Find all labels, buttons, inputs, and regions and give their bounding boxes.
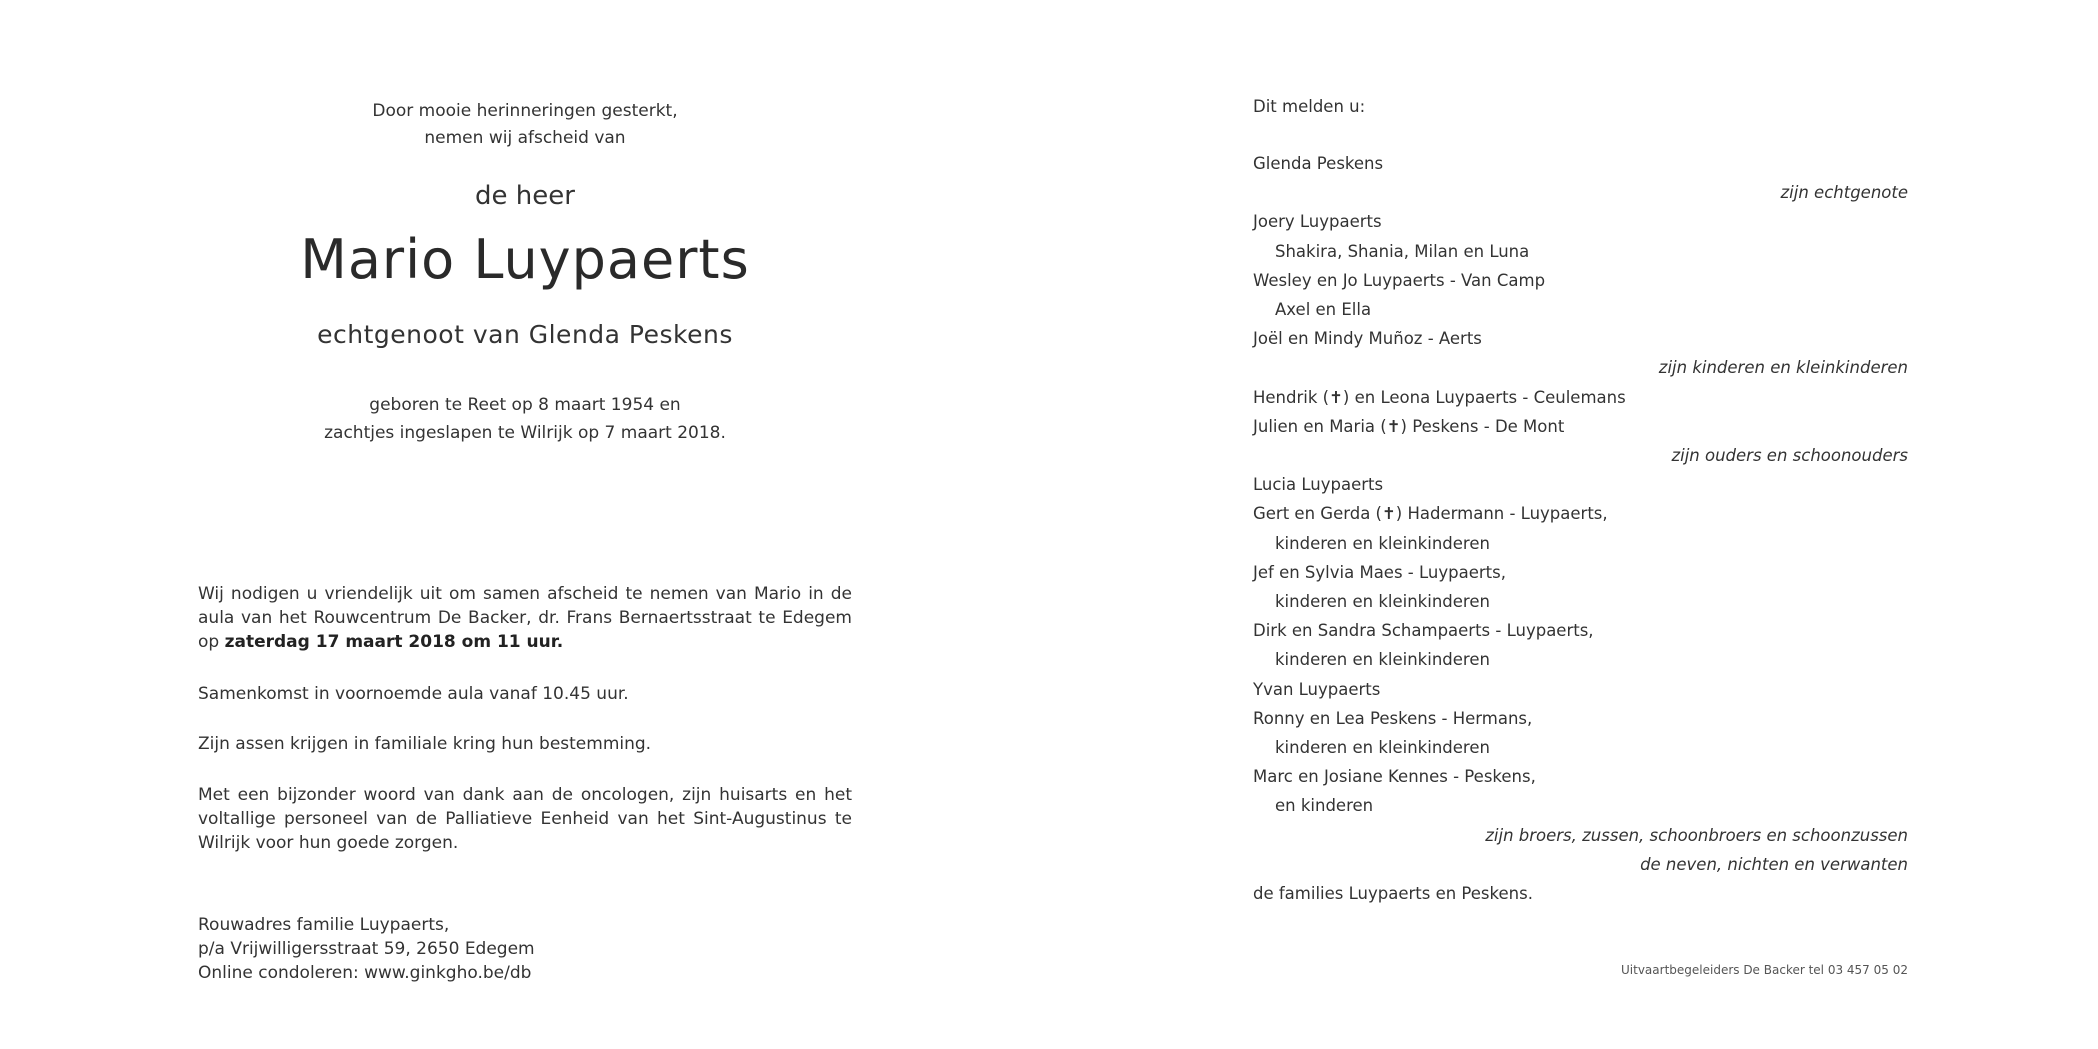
family-member-line: Joël en Mindy Muñoz - Aerts — [1253, 329, 1482, 349]
relation-caption: de neven, nichten en verwanten — [1640, 854, 1908, 874]
intro-line-1: Door mooie herinneringen gesterkt, — [372, 101, 678, 121]
family-member-line: Yvan Luypaerts — [1253, 679, 1381, 699]
family-member-line: Hendrik (✝) en Leona Luypaerts - Ceulemans — [1253, 387, 1626, 407]
family-member-line: Shakira, Shania, Milan en Luna — [1275, 241, 1530, 261]
family-member-line: Joery Luypaerts — [1253, 212, 1382, 232]
relation-caption: zijn broers, zussen, schoonbroers en schoonzussen — [1485, 825, 1908, 845]
family-member-line: kinderen en kleinkinderen — [1275, 738, 1490, 757]
family-member-line: Julien en Maria (✝) Peskens - De Mont — [1253, 416, 1565, 436]
address-line-3: Online condoleren: www.ginkgho.be/db — [198, 963, 532, 983]
family-member-line: kinderen en kleinkinderen — [1275, 533, 1490, 553]
invitation-paragraph — [198, 582, 852, 654]
family-member-line: kinderen en kleinkinderen — [1275, 592, 1490, 611]
family-member-line: Dirk en Sandra Schampaerts - Luypaerts, — [1253, 621, 1594, 641]
relation-caption: zijn kinderen en kleinkinderen — [1658, 358, 1908, 378]
deceased-name: Mario Luypaerts — [300, 228, 750, 291]
family-member-line: Ronny en Lea Peskens - Hermans, — [1253, 708, 1533, 728]
announce-line: Dit melden u: — [1253, 97, 1366, 116]
life-dates — [0, 391, 1050, 447]
invitation-date: zaterdag 17 maart 2018 om 11 uur. — [224, 632, 564, 652]
thanks-paragraph: Met een bijzonder woord van dank aan de oncologen, zijn huisarts en het voltallige personeel van de Palliatieve Eenheid van het Sint-Augustinus te Wilrijk voor hun goede zorgen. — [198, 785, 852, 853]
gathering-paragraph: Samenkomst in voornoemde aula vanaf 10.45 uur. — [198, 684, 629, 704]
address-line-1: Rouwadres familie Luypaerts, — [198, 915, 450, 935]
family-member-line: Jef en Sylvia Maes - Luypaerts, — [1253, 562, 1506, 582]
death-line: zachtjes ingeslapen te Wilrijk op 7 maart 2018. — [324, 423, 726, 443]
mourning-address — [198, 913, 535, 985]
family-member-line: Marc en Josiane Kennes - Peskens, — [1253, 767, 1536, 787]
family-member-line: kinderen en kleinkinderen — [1275, 650, 1490, 670]
family-member-line: en kinderen — [1275, 796, 1374, 816]
intro-line-2: nemen wij afscheid van — [424, 128, 626, 148]
invitation-text: Wij nodigen u vriendelijk uit om samen afscheid te nemen van Mario in de aula van het Rouwcentrum De Backer, dr. Frans Bernaertsstraat te Edegem op — [198, 584, 852, 652]
relation-caption: zijn ouders en schoonouders — [1671, 446, 1908, 465]
ashes-paragraph: Zijn assen krijgen in familiale kring hun bestemming. — [198, 734, 652, 754]
family-member-line: de families Luypaerts en Peskens. — [1253, 884, 1533, 903]
spouse-line: echtgenoot van Glenda Peskens — [317, 320, 733, 349]
family-member-line: Gert en Gerda (✝) Hadermann - Luypaerts, — [1253, 504, 1608, 524]
family-member-line: Lucia Luypaerts — [1253, 475, 1384, 495]
address-line-2: p/a Vrijwilligersstraat 59, 2650 Edegem — [198, 939, 535, 959]
relation-caption: zijn echtgenote — [1780, 183, 1908, 203]
birth-line: geboren te Reet op 8 maart 1954 en — [369, 395, 681, 415]
family-member-line: Axel en Ella — [1275, 300, 1372, 319]
intro-text — [0, 98, 1050, 152]
family-member-line: Glenda Peskens — [1253, 154, 1384, 173]
funeral-director-footer: Uitvaartbegeleiders De Backer tel 03 457 05 02 — [1621, 963, 1908, 977]
honorific: de heer — [475, 181, 575, 211]
family-member-line: Wesley en Jo Luypaerts - Van Camp — [1253, 270, 1546, 290]
